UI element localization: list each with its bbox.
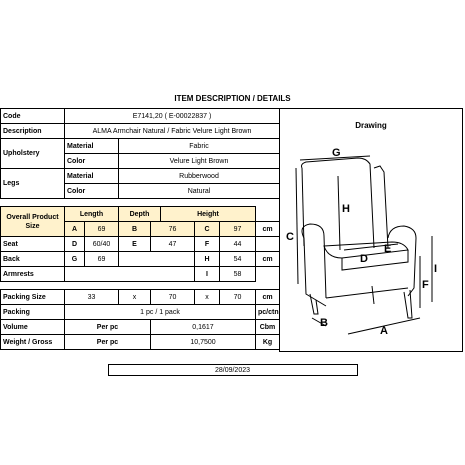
depth-header: Depth bbox=[119, 207, 161, 222]
packing-value: 1 pc / 1 pack bbox=[65, 305, 256, 320]
packing-label: Packing bbox=[1, 305, 65, 320]
dimension-c-line bbox=[296, 168, 298, 284]
weight-value: 10,7500 bbox=[151, 335, 256, 350]
legs-material-row bbox=[1, 169, 280, 184]
upholstery-color-value: Velure Light Brown bbox=[119, 154, 280, 169]
dim-i-value: 58 bbox=[220, 267, 256, 282]
overall-size-label: Overall Product Size bbox=[1, 207, 65, 237]
packing-size-x2: x bbox=[195, 290, 220, 305]
dim-g-value: 69 bbox=[85, 252, 119, 267]
dim-b-label: B bbox=[119, 222, 151, 237]
chair-wing-right bbox=[374, 166, 388, 248]
legs-color-label: Color bbox=[65, 184, 119, 199]
dim-g-label: G bbox=[65, 252, 85, 267]
spacer-row bbox=[1, 199, 280, 207]
chair-left-arm-front bbox=[304, 238, 326, 306]
description-row bbox=[1, 124, 280, 139]
packing-size-x1: x bbox=[119, 290, 151, 305]
chair-right-arm bbox=[388, 226, 416, 296]
upholstery-material-row bbox=[1, 139, 280, 154]
packing-size-height: 70 bbox=[220, 290, 256, 305]
packing-size-unit: cm bbox=[256, 290, 280, 305]
dim-a-value: 69 bbox=[85, 222, 119, 237]
code-value: E7141,20 ( E-00022837 ) bbox=[65, 109, 280, 124]
volume-row bbox=[1, 320, 280, 335]
packing-unit: pc/ctn bbox=[256, 305, 280, 320]
dim-c-value: 97 bbox=[220, 222, 256, 237]
legs-label: Legs bbox=[1, 169, 65, 199]
description-label: Description bbox=[1, 124, 65, 139]
page-title: ITEM DESCRIPTION / DETAILS bbox=[174, 94, 291, 103]
spec-table bbox=[0, 108, 280, 350]
dim-d-label: D bbox=[65, 237, 85, 252]
chair-leg-back bbox=[372, 286, 374, 304]
weight-row bbox=[1, 335, 280, 350]
weight-unit: Kg bbox=[256, 335, 280, 350]
footer-date: 28/09/2023 bbox=[214, 367, 251, 374]
dim-e-value: 47 bbox=[151, 237, 195, 252]
packing-row bbox=[1, 305, 280, 320]
back-unit: cm bbox=[256, 252, 280, 267]
packing-size-depth: 70 bbox=[151, 290, 195, 305]
chair-seat-front bbox=[342, 250, 408, 270]
chair-back-outline bbox=[302, 158, 375, 248]
volume-value: 0,1617 bbox=[151, 320, 256, 335]
weight-per: Per pc bbox=[65, 335, 151, 350]
back-row bbox=[1, 252, 280, 267]
legs-color-value: Natural bbox=[119, 184, 280, 199]
dim-e-label: E bbox=[119, 237, 151, 252]
label-i: I bbox=[434, 263, 438, 275]
dim-f-value: 44 bbox=[220, 237, 256, 252]
armrests-label: Armrests bbox=[1, 267, 65, 282]
drawing-title: Drawing bbox=[355, 121, 387, 130]
armrests-row bbox=[1, 267, 280, 282]
description-value: ALMA Armchair Natural / Fabric Velure Light Brown bbox=[65, 124, 280, 139]
length-header: Length bbox=[65, 207, 119, 222]
packing-size-label: Packing Size bbox=[1, 290, 65, 305]
code-label: Code bbox=[1, 109, 65, 124]
volume-unit: Cbm bbox=[256, 320, 280, 335]
chair-base bbox=[326, 288, 408, 298]
dim-f-label: F bbox=[195, 237, 220, 252]
label-a: A bbox=[380, 325, 388, 337]
label-b: B bbox=[320, 317, 328, 329]
packing-size-row bbox=[1, 290, 280, 305]
dim-c-label: C bbox=[195, 222, 220, 237]
spacer-row-2 bbox=[1, 282, 280, 290]
seat-label: Seat bbox=[1, 237, 65, 252]
packing-size-length: 33 bbox=[65, 290, 119, 305]
label-d: D bbox=[360, 253, 368, 265]
upholstery-color-label: Color bbox=[65, 154, 119, 169]
dim-i-label: I bbox=[195, 267, 220, 282]
dim-b-value: 76 bbox=[151, 222, 195, 237]
dim-h-value: 54 bbox=[220, 252, 256, 267]
volume-label: Volume bbox=[1, 320, 65, 335]
upholstery-material-label: Material bbox=[65, 139, 119, 154]
legs-material-value: Rubberwood bbox=[119, 169, 280, 184]
dimension-header-row bbox=[1, 207, 280, 222]
volume-per: Per pc bbox=[65, 320, 151, 335]
back-label: Back bbox=[1, 252, 65, 267]
label-c: C bbox=[286, 231, 294, 243]
dim-d-value: 60/40 bbox=[85, 237, 119, 252]
overall-unit: cm bbox=[256, 222, 280, 237]
dimension-h-line bbox=[338, 176, 340, 250]
label-g: G bbox=[332, 147, 341, 159]
label-f: F bbox=[422, 279, 429, 291]
chair-leg-front-right bbox=[404, 290, 412, 318]
weight-label: Weight / Gross bbox=[1, 335, 65, 350]
code-row bbox=[1, 109, 280, 124]
upholstery-material-value: Fabric bbox=[119, 139, 280, 154]
armchair-drawing bbox=[280, 138, 462, 348]
upholstery-label: Upholstery bbox=[1, 139, 65, 169]
legs-material-label: Material bbox=[65, 169, 119, 184]
seat-row bbox=[1, 237, 280, 252]
label-h: H bbox=[342, 203, 350, 215]
height-header: Height bbox=[161, 207, 256, 222]
label-e: E bbox=[384, 243, 392, 255]
dim-h-label: H bbox=[195, 252, 220, 267]
dim-a-label: A bbox=[65, 222, 85, 237]
